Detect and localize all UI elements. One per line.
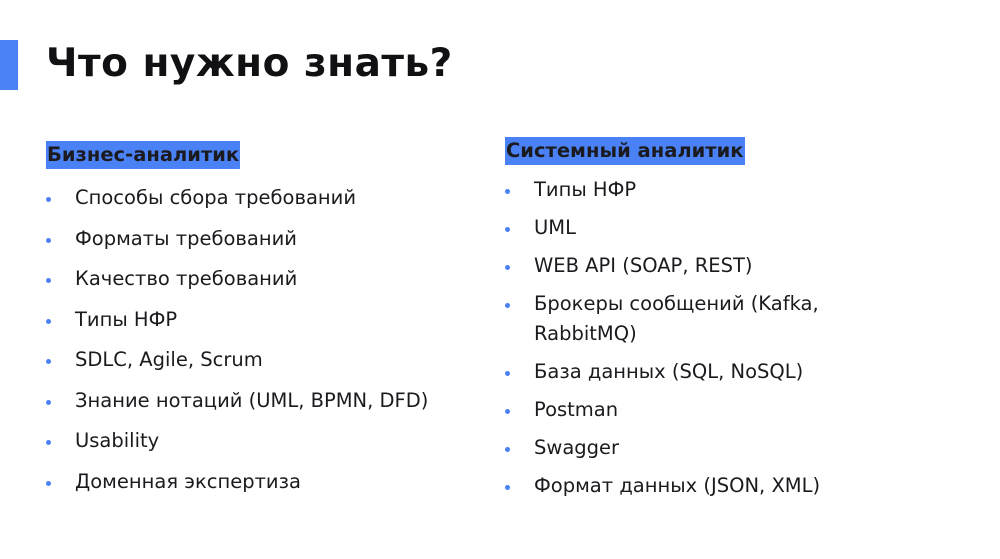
- list-item: [505, 251, 885, 281]
- bullet-dot: [46, 238, 51, 243]
- list-item: [46, 265, 486, 306]
- bullet-dot: [505, 265, 510, 270]
- business-analyst-list: [46, 184, 486, 508]
- bullet-dot: [46, 359, 51, 364]
- list-item: [505, 471, 885, 501]
- list-item-label: Брокеры сообщений (Kafka, RabbitMQ): [534, 292, 819, 345]
- system-analyst-list: [505, 175, 885, 501]
- bullet-dot: [46, 400, 51, 405]
- list-item-label: SDLC, Agile, Scrum: [75, 348, 263, 371]
- bullet-dot: [505, 447, 510, 452]
- list-item-label: База данных (SQL, NoSQL): [534, 360, 804, 383]
- list-item: [46, 427, 486, 468]
- list-item-label: Postman: [534, 398, 619, 421]
- list-item-label: Формат данных (JSON, XML): [534, 474, 821, 497]
- list-item-label: Swagger: [534, 436, 620, 459]
- page-title: Что нужно знать?: [46, 41, 453, 86]
- business-analyst-heading: Бизнес-аналитик: [46, 141, 240, 169]
- list-item-label: Типы НФР: [534, 178, 637, 201]
- bullet-dot: [505, 371, 510, 376]
- bullet-dot: [46, 197, 51, 202]
- list-item: [505, 289, 885, 349]
- bullet-dot: [505, 227, 510, 232]
- list-item: [46, 306, 486, 347]
- list-item: [505, 433, 885, 463]
- list-item-label: Доменная экспертиза: [75, 469, 301, 493]
- list-item-label: UML: [534, 216, 576, 239]
- list-item-label: Способы сбора требований: [75, 186, 356, 209]
- bullet-dot: [46, 319, 51, 324]
- list-item: [46, 346, 486, 387]
- bullet-dot: [46, 481, 51, 486]
- list-item: [46, 225, 486, 266]
- list-item: [46, 184, 486, 225]
- bullet-dot: [505, 485, 510, 490]
- list-item: [505, 357, 885, 387]
- list-item: [46, 387, 486, 428]
- title-accent-bar: [0, 40, 18, 90]
- bullet-dot: [46, 440, 51, 445]
- list-item: [505, 175, 885, 205]
- list-item-label: Типы НФР: [75, 307, 178, 331]
- list-item: [46, 468, 486, 509]
- list-item-label: Форматы требований: [75, 226, 297, 250]
- bullet-dot: [505, 409, 510, 414]
- list-item-label: Usability: [75, 429, 160, 452]
- list-item-label: WEB API (SOAP, REST): [534, 254, 753, 277]
- business-analyst-column: [46, 141, 486, 508]
- list-item: [505, 395, 885, 425]
- system-analyst-heading: Системный аналитик: [505, 137, 745, 165]
- bullet-dot: [505, 303, 510, 308]
- list-item: [505, 213, 885, 243]
- list-item-label: Качество требований: [75, 267, 298, 290]
- bullet-dot: [505, 189, 510, 194]
- bullet-dot: [46, 278, 51, 283]
- system-analyst-column: [505, 137, 885, 509]
- list-item-label: Знание нотаций (UML, BPMN, DFD): [75, 388, 429, 412]
